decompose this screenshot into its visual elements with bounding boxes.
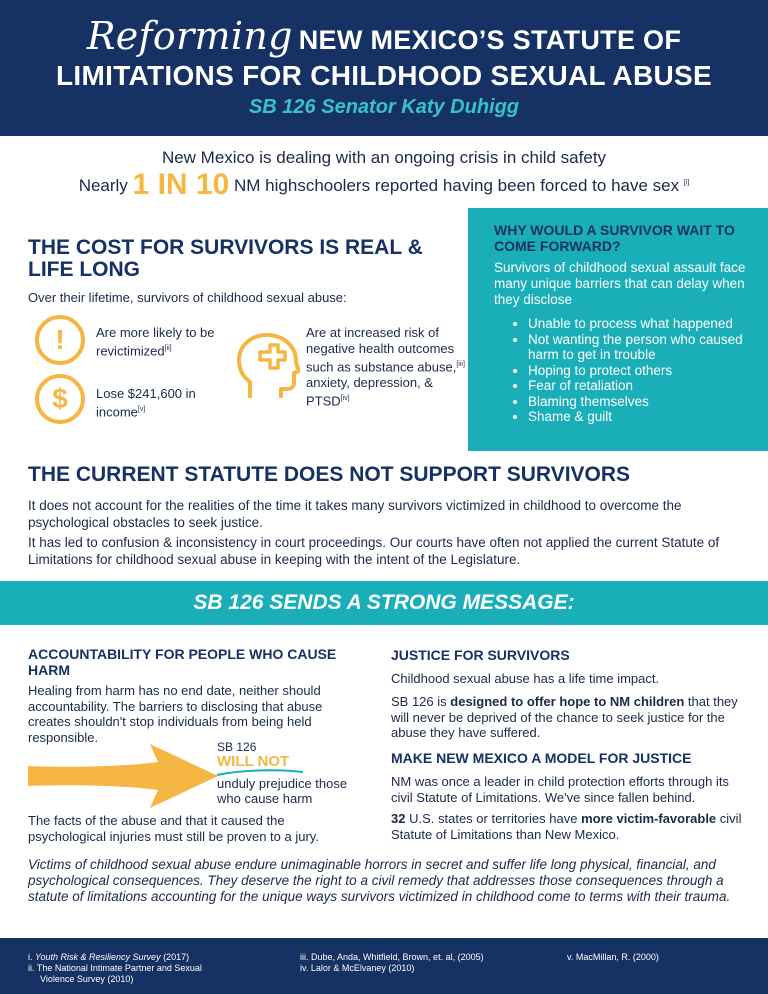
footnote-i-title: Youth Risk & Resiliency Survey — [35, 952, 161, 962]
footnote-iii: iii. Dube, Anda, Whitfield, Brown, et. al, (2005) — [300, 952, 484, 962]
stat-income-text: Lose $241,600 in income — [96, 386, 196, 420]
model-p2-bold: more victim-favorable — [581, 811, 717, 826]
subtitle: SB 126 Senator Katy Duhigg — [248, 96, 520, 118]
stat-health-ref2: [iv] — [340, 395, 350, 403]
title-line2: LIMITATIONS FOR CHILDHOOD SEXUAL ABUSE — [56, 60, 712, 91]
stat-health-tail: anxiety, depression, & PTSD — [306, 375, 433, 409]
exclamation-icon: ! — [35, 315, 85, 365]
list-item: • Hoping to protect others — [528, 363, 750, 379]
current-statute-title: THE CURRENT STATUTE DOES NOT SUPPORT SURVIVORS — [28, 463, 631, 486]
model-title: MAKE NEW MEXICO A MODEL FOR JUSTICE — [391, 750, 692, 766]
stat-health — [306, 325, 466, 410]
footnote-i — [28, 952, 189, 963]
list-item: • Fear of retaliation — [528, 378, 750, 394]
cost-subtitle: Over their lifetime, survivors of childhood sexual abuse: — [28, 290, 347, 305]
why-description: Survivors of childhood sexual assault face many unique barriers that can delay when they disclose — [494, 260, 746, 307]
stat-revictimized-text: Are more likely to be revictimized — [96, 325, 215, 359]
arrow-graphic — [28, 740, 218, 810]
current-statute-p2: It has led to confusion & inconsistency in court proceedings. Our courts have often not applied the current Statute of Limitations for childhood sexual abuse in keeping with the intent of the Legislature. — [28, 535, 720, 567]
model-p1: NM was once a leader in child protection efforts through its civil Statute of Limitations. We've since fallen behind. — [391, 774, 729, 805]
accountability-p2: The facts of the abuse and that it caused the psychological injuries must still be proven to a jury. — [28, 813, 319, 844]
why-survivor-box — [468, 208, 768, 451]
intro-ref: [i] — [683, 179, 690, 187]
list-item: • Not wanting the person who caused harm to get in trouble — [528, 332, 750, 363]
footnote-iv: iv. Lalor & McElvaney (2010) — [300, 963, 415, 973]
strong-message-band: SB 126 SENDS A STRONG MESSAGE: — [0, 581, 768, 625]
accountability-p1: Healing from harm has no end date, neither should accountability. The barriers to disclosing that abuse creates shouldn't stop individuals from being held responsible. — [28, 683, 323, 745]
model-p2-post: civil Statute of Limitations than New Mexico. — [391, 811, 742, 842]
header-banner — [0, 0, 768, 136]
intro-line2 — [0, 168, 768, 202]
will-not-rest: unduly prejudice those who cause harm — [217, 776, 348, 806]
title-line1-text: NEW MEXICO’S STATUTE OF — [298, 25, 682, 55]
footnote-v: v. MacMillan, R. (2000) — [567, 952, 659, 962]
list-item: • Shame & guilt — [528, 409, 750, 425]
stat-health-ref1: [iii] — [456, 361, 465, 368]
footnote-i-num: i. — [28, 952, 33, 962]
intro-pre: Nearly — [78, 176, 128, 195]
why-title: WHY WOULD A SURVIVOR WAIT TO COME FORWARD? — [494, 222, 735, 254]
intro-post: NM highschoolers reported having been forced to have sex — [234, 176, 680, 195]
justice-p2-bold: designed to offer hope to NM children — [450, 694, 685, 709]
sb126-label: SB 126 — [217, 740, 257, 754]
justice-p2-pre: SB 126 is — [391, 694, 447, 709]
footnote-i-year: (2017) — [163, 952, 190, 962]
justice-p2 — [391, 694, 746, 741]
model-p2 — [391, 811, 746, 842]
intro-stat: 1 IN 10 — [132, 168, 230, 201]
accountability-title: ACCOUNTABILITY FOR PEOPLE WHO CAUSE HARM — [28, 646, 337, 678]
stat-revictimized — [96, 325, 256, 359]
footer-references — [0, 938, 768, 994]
model-p2-num: 32 — [391, 811, 406, 826]
dollar-icon: $ — [35, 374, 85, 424]
why-list — [494, 316, 750, 425]
justice-title: JUSTICE FOR SURVIVORS — [391, 647, 570, 663]
head-health-icon — [236, 332, 300, 402]
title-line1 — [0, 14, 768, 58]
stat-health-text: Are at increased risk of negative health outcomes such as substance abuse, — [306, 325, 457, 375]
cost-title: THE COST FOR SURVIVORS IS REAL & LIFE LONG — [28, 236, 423, 281]
footnote-ii-cont: Violence Survey (2010) — [40, 974, 134, 984]
will-not-text: WILL NOT — [217, 753, 290, 770]
current-statute-p1: It does not account for the realities of the time it takes many survivors victimized in childhood to overcome the psychological obstacles to seek justice. — [28, 498, 682, 530]
model-p2-pre: U.S. states or territories have — [409, 811, 578, 826]
justice-p1: Childhood sexual abuse has a life time impact. — [391, 671, 660, 686]
justice-p2-post: that they will never be deprived of the chance to seek justice for the abuse they have suffered. — [391, 694, 738, 740]
script-word: Reforming — [86, 14, 293, 58]
stat-income — [96, 386, 206, 420]
intro-line1: New Mexico is dealing with an ongoing crisis in child safety — [161, 148, 607, 167]
footnote-ii: ii. The National Intimate Partner and Sexual — [28, 963, 202, 973]
stat-revictimized-ref: [ii] — [164, 345, 172, 352]
stat-income-ref: [v] — [137, 406, 146, 413]
list-item: • Blaming themselves — [528, 394, 750, 410]
list-item: • Unable to process what happened — [528, 316, 750, 332]
closing-statement: Victims of childhood sexual abuse endure unimaginable horrors in secret and suffer life long physical, financial, and psychological consequences. They deserve the right to a civil remedy that addresses those consequences through a statute of limitations accounting for the unique ways survivors victimized in childhood come to terms with their trauma. — [28, 857, 731, 904]
